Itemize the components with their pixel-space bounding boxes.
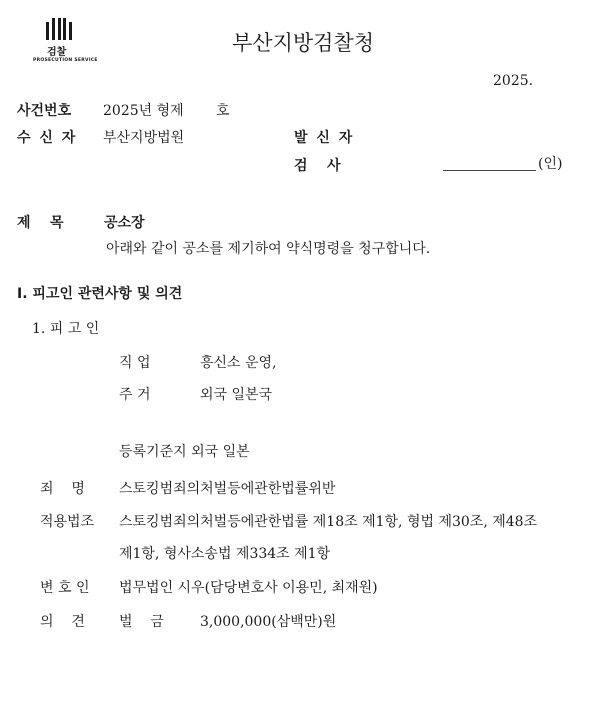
prosecution-emblem	[30, 18, 98, 66]
opinion-label: 의 견	[40, 614, 85, 630]
defendant-heading: 1. 피 고 인	[32, 321, 100, 337]
seal-mark: (인)	[538, 156, 563, 172]
sender-label: 발 신 자	[294, 130, 355, 146]
charge-value: 스토킹범죄의처벌등에관한법률위반	[119, 481, 336, 497]
case-number-value: 2025년 형제	[103, 103, 184, 119]
opinion-type: 벌 금	[119, 614, 164, 630]
registry-value: 등록기준지 외국 일본	[119, 444, 250, 460]
recipient-value: 부산지방법원	[103, 130, 185, 146]
emblem-subtext: PROSECUTION SERVICE	[33, 58, 98, 63]
case-number-suffix: 호	[216, 103, 230, 119]
opinion-value: 3,000,000(삼백만)원	[200, 614, 337, 630]
emblem-name: 검찰	[47, 47, 67, 58]
address-value: 외국 일본국	[200, 387, 273, 403]
law-label: 적용법조	[40, 514, 95, 530]
address-label: 주 거	[119, 387, 151, 403]
subject-title: 공소장	[104, 215, 145, 231]
prosecutor-label: 검 사	[294, 158, 341, 174]
counsel-label: 변 호 인	[40, 580, 90, 596]
signature-line	[443, 170, 536, 171]
document-date: 2025.	[493, 73, 534, 89]
org-name: 부산지방검찰청	[232, 31, 375, 55]
job-value: 흥신소 운영,	[200, 355, 277, 371]
emblem-bars-icon	[46, 18, 72, 40]
case-number-label: 사건번호	[17, 103, 72, 119]
subject-body: 아래와 같이 공소를 제기하여 약식명령을 청구합니다.	[106, 241, 431, 257]
recipient-label: 수 신 자	[17, 130, 78, 146]
law-value-line2: 제1항, 형사소송법 제334조 제1항	[119, 546, 331, 562]
charge-label: 죄 명	[40, 481, 85, 497]
counsel-value: 법무법인 시우(담당변호사 이용민, 최재원)	[119, 580, 378, 596]
section-heading: I. 피고인 관련사항 및 의견	[17, 286, 183, 302]
job-label: 직 업	[119, 355, 151, 371]
subject-label: 제 목	[17, 215, 64, 231]
law-value-line1: 스토킹범죄의처벌등에관한법률 제18조 제1항, 형법 제30조, 제48조	[119, 514, 538, 530]
